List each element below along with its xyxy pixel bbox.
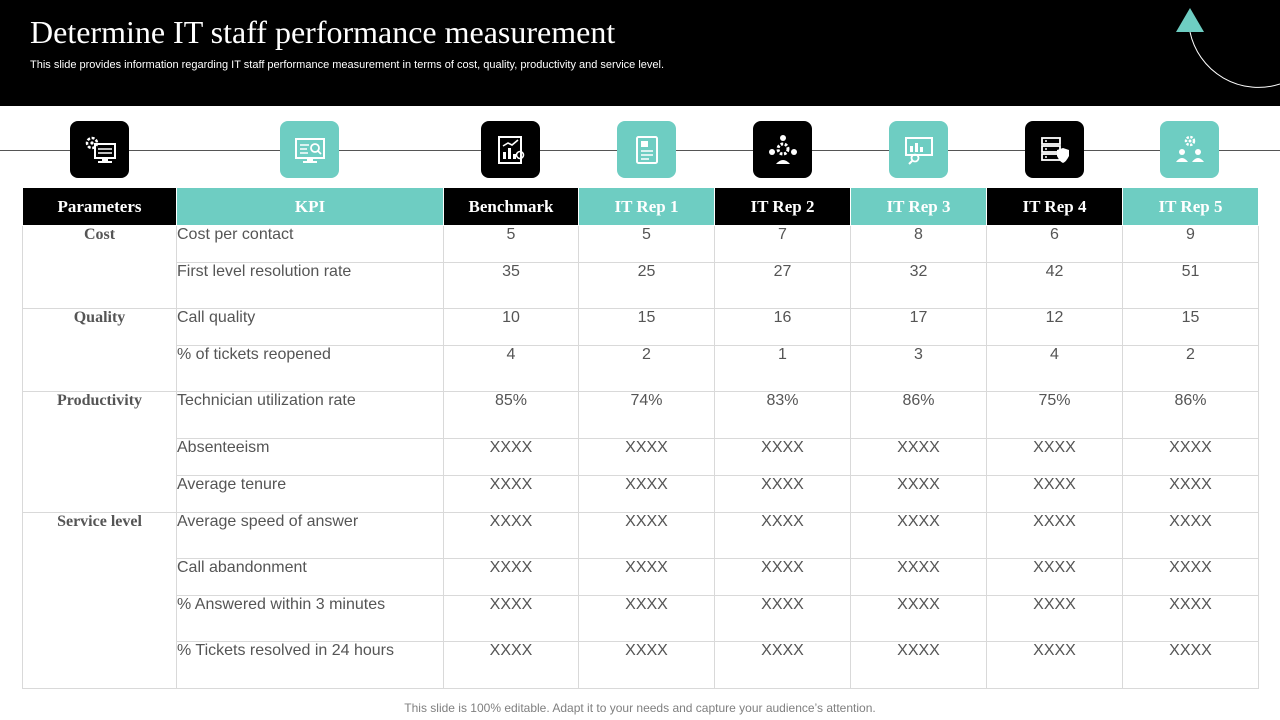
kpi-cell: Technician utilization rate <box>177 392 444 439</box>
value-cell: 3 <box>851 346 987 392</box>
value-cell: 7 <box>715 226 851 263</box>
value-cell: 17 <box>851 309 987 346</box>
value-cell: XXXX <box>444 596 579 642</box>
value-cell: XXXX <box>444 476 579 513</box>
value-cell: 10 <box>444 309 579 346</box>
value-cell: XXXX <box>987 559 1123 596</box>
kpi-cell: Average speed of answer <box>177 513 444 559</box>
value-cell: XXXX <box>444 439 579 476</box>
kpi-cell: Cost per contact <box>177 226 444 263</box>
value-cell: XXXX <box>444 513 579 559</box>
team-network-icon <box>1160 121 1219 178</box>
value-cell: XXXX <box>715 476 851 513</box>
value-cell: 32 <box>851 263 987 309</box>
value-cell: 42 <box>987 263 1123 309</box>
value-cell: 27 <box>715 263 851 309</box>
value-cell: 1 <box>715 346 851 392</box>
column-header: IT Rep 3 <box>851 188 987 226</box>
column-header: KPI <box>177 188 444 226</box>
footer-note: This slide is 100% editable. Adapt it to your needs and capture your audience’s attention. <box>404 701 876 715</box>
value-cell: 4 <box>444 346 579 392</box>
kpi-cell: Call quality <box>177 309 444 346</box>
kpi-cell: Absenteeism <box>177 439 444 476</box>
kpi-table <box>22 187 1259 689</box>
value-cell: 6 <box>987 226 1123 263</box>
value-cell: XXXX <box>1123 513 1259 559</box>
arrow-arc-icon <box>1160 0 1280 106</box>
value-cell: 2 <box>1123 346 1259 392</box>
value-cell: XXXX <box>715 513 851 559</box>
table-row <box>23 263 1259 309</box>
value-cell: 86% <box>1123 392 1259 439</box>
kpi-cell: % Answered within 3 minutes <box>177 596 444 642</box>
table-row <box>23 309 1259 346</box>
value-cell: 5 <box>579 226 715 263</box>
value-cell: XXXX <box>987 642 1123 689</box>
value-cell: 86% <box>851 392 987 439</box>
value-cell: XXXX <box>851 476 987 513</box>
value-cell: 12 <box>987 309 1123 346</box>
page-title: Determine IT staff performance measurement <box>30 14 616 50</box>
table-row <box>23 226 1259 263</box>
settings-monitor-icon <box>70 121 129 178</box>
value-cell: 5 <box>444 226 579 263</box>
value-cell: XXXX <box>579 642 715 689</box>
value-cell: XXXX <box>851 596 987 642</box>
column-header: Parameters <box>23 188 177 226</box>
value-cell: XXXX <box>579 439 715 476</box>
report-chart-icon <box>481 121 540 178</box>
value-cell: 85% <box>444 392 579 439</box>
table-row <box>23 439 1259 476</box>
parameter-cell: Productivity <box>23 392 177 513</box>
value-cell: XXXX <box>579 559 715 596</box>
table-row <box>23 596 1259 642</box>
kpi-cell: % Tickets resolved in 24 hours <box>177 642 444 689</box>
value-cell: 15 <box>1123 309 1259 346</box>
parameter-cell: Quality <box>23 309 177 392</box>
value-cell: 15 <box>579 309 715 346</box>
value-cell: XXXX <box>987 439 1123 476</box>
parameter-cell: Service level <box>23 513 177 689</box>
value-cell: XXXX <box>987 513 1123 559</box>
table-row <box>23 476 1259 513</box>
value-cell: XXXX <box>851 513 987 559</box>
team-gear-icon <box>753 121 812 178</box>
value-cell: XXXX <box>715 642 851 689</box>
value-cell: XXXX <box>987 596 1123 642</box>
column-header: IT Rep 4 <box>987 188 1123 226</box>
analytics-monitor-icon <box>280 121 339 178</box>
value-cell: 16 <box>715 309 851 346</box>
value-cell: 51 <box>1123 263 1259 309</box>
value-cell: XXXX <box>987 476 1123 513</box>
value-cell: 25 <box>579 263 715 309</box>
value-cell: 83% <box>715 392 851 439</box>
page-subtitle: This slide provides information regarding IT staff performance measurement in terms of cost, quality, productivity and service level. <box>30 59 665 71</box>
header-banner <box>0 0 1280 106</box>
value-cell: XXXX <box>715 439 851 476</box>
value-cell: XXXX <box>851 642 987 689</box>
table-row <box>23 513 1259 559</box>
value-cell: 4 <box>987 346 1123 392</box>
table-row <box>23 642 1259 689</box>
table-row <box>23 559 1259 596</box>
value-cell: 8 <box>851 226 987 263</box>
value-cell: XXXX <box>715 596 851 642</box>
column-header: Benchmark <box>444 188 579 226</box>
value-cell: XXXX <box>1123 596 1259 642</box>
kpi-cell: Average tenure <box>177 476 444 513</box>
value-cell: 2 <box>579 346 715 392</box>
kpi-cell: First level resolution rate <box>177 263 444 309</box>
value-cell: XXXX <box>1123 559 1259 596</box>
column-header: IT Rep 5 <box>1123 188 1259 226</box>
value-cell: XXXX <box>851 439 987 476</box>
value-cell: XXXX <box>579 596 715 642</box>
value-cell: XXXX <box>579 513 715 559</box>
value-cell: XXXX <box>444 642 579 689</box>
value-cell: XXXX <box>579 476 715 513</box>
value-cell: XXXX <box>715 559 851 596</box>
table-row <box>23 392 1259 439</box>
value-cell: XXXX <box>1123 642 1259 689</box>
column-header: IT Rep 2 <box>715 188 851 226</box>
parameter-cell: Cost <box>23 226 177 309</box>
document-icon <box>617 121 676 178</box>
value-cell: XXXX <box>444 559 579 596</box>
value-cell: 9 <box>1123 226 1259 263</box>
kpi-cell: Call abandonment <box>177 559 444 596</box>
table-header-row <box>23 188 1259 226</box>
value-cell: 35 <box>444 263 579 309</box>
presentation-search-icon <box>889 121 948 178</box>
value-cell: 74% <box>579 392 715 439</box>
value-cell: XXXX <box>1123 439 1259 476</box>
table-row <box>23 346 1259 392</box>
kpi-cell: % of tickets reopened <box>177 346 444 392</box>
value-cell: XXXX <box>851 559 987 596</box>
value-cell: 75% <box>987 392 1123 439</box>
column-header: IT Rep 1 <box>579 188 715 226</box>
value-cell: XXXX <box>1123 476 1259 513</box>
server-shield-icon <box>1025 121 1084 178</box>
